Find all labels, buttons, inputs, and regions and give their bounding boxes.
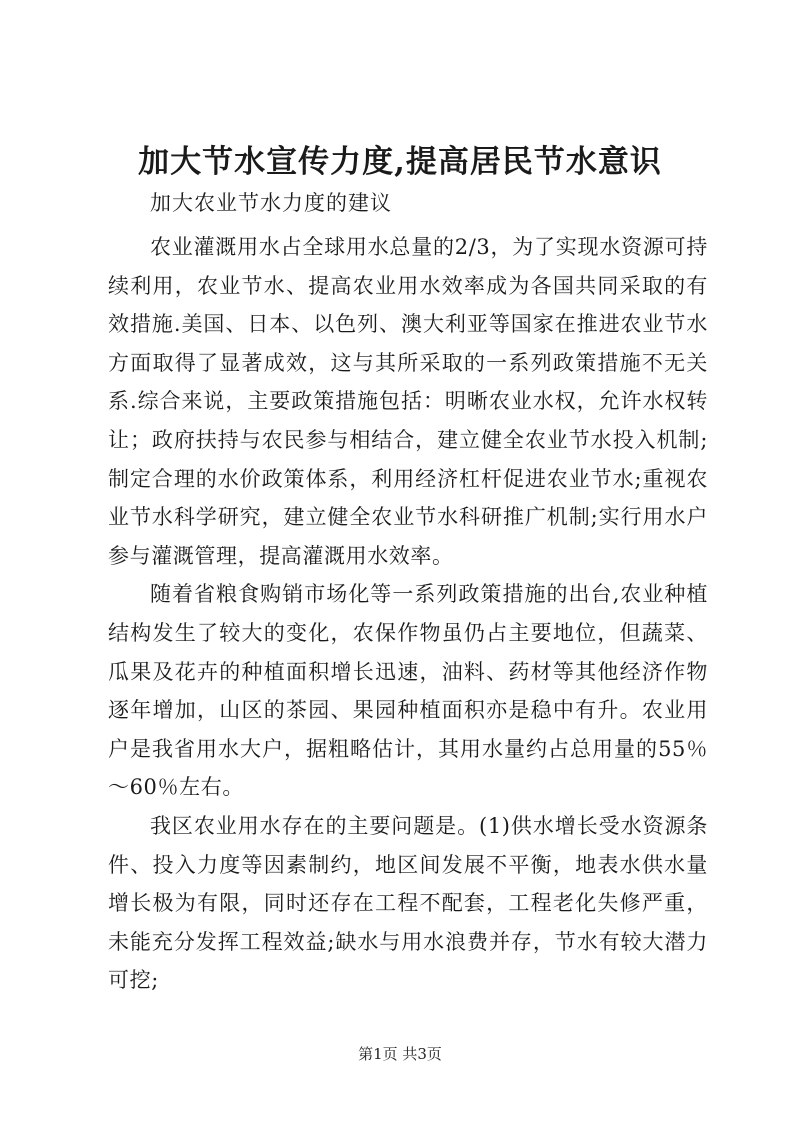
- page-number-footer: 第1页 共3页: [358, 1045, 442, 1063]
- document-body: [108, 228, 708, 1000]
- paragraph-1: 农业灌溉用水占全球用水总量的2/3，为了实现水资源可持续利用，农业节水、提高农业用水效率成为各国共同采取的有效措施.美国、日本、以色列、澳大利亚等国家在推进农业节水方面取得了显著成效，这与其所采取的一系列政策措施不无关系.综合来说，主要政策措施包括：明晰农业水权，允许水权转让；政府扶持与农民参与相结合，建立健全农业节水投入机制;制定合理的水价政策体系，利用经济杠杆促进农业节水;重视农业节水科学研究，建立健全农业节水科研推广机制;实行用水户参与灌溉管理，提高灌溉用水效率。: [108, 235, 708, 568]
- page-title: 加大节水宣传力度,提高居民节水意识: [138, 144, 662, 180]
- paragraph-3: 我区农业用水存在的主要问题是。(1)供水增长受水资源条件、投入力度等因素制约，地区间发展不平衡，地表水供水量增长极为有限，同时还存在工程不配套，工程老化失修严重，未能充分发挥工程效益;缺水与用水浪费并存，节水有较大潜力可挖;: [108, 813, 708, 993]
- document-subtitle: 加大农业节水力度的建议: [150, 191, 392, 215]
- paragraph-2: 随着省粮食购销市场化等一系列政策措施的出台,农业种植结构发生了较大的变化，农保作物虽仍占主要地位，但蔬菜、瓜果及花卉的种植面积增长迅速，油料、药材等其他经济作物逐年增加，山区的茶园、果园种植面积亦是稳中有升。农业用户是我省用水大户，据粗略估计，其用水量约占总用量的55％～60％左右。: [108, 582, 708, 800]
